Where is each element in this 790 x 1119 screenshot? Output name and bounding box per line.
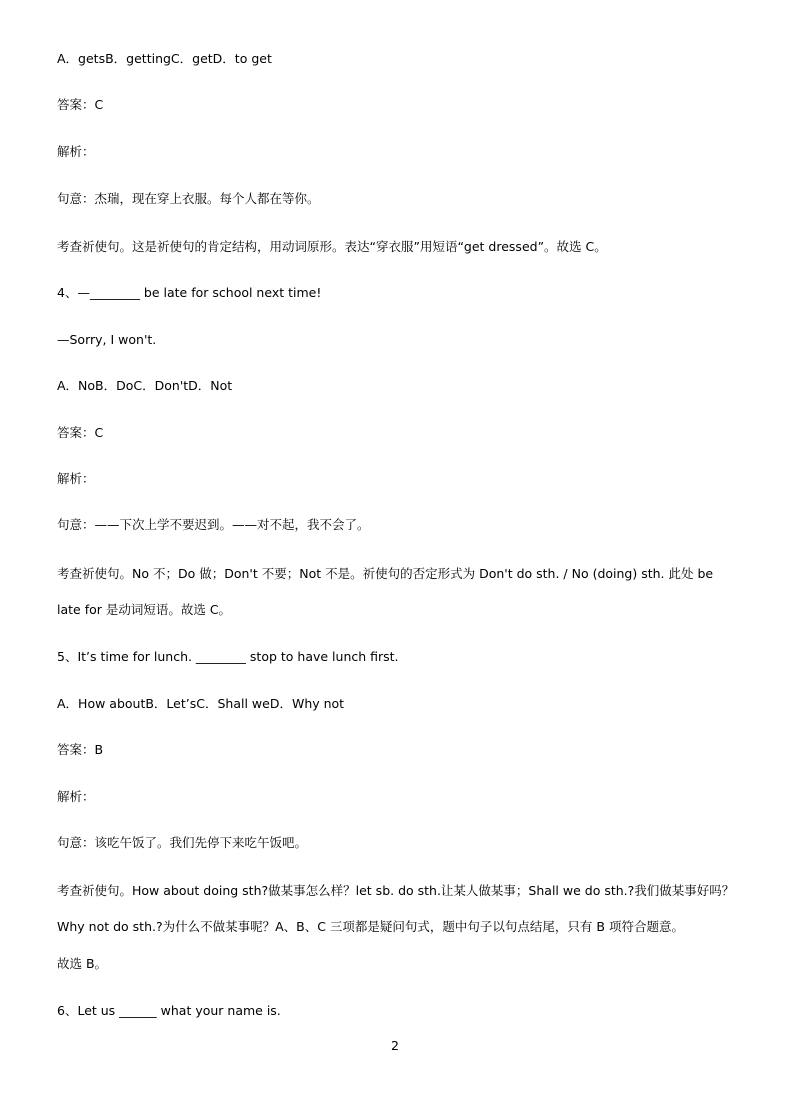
q5-analysis-label: 解析： xyxy=(57,789,95,804)
q5-question: 5、It’s time for lunch. ________ stop to have lunch first. xyxy=(57,649,399,664)
q3-explanation: 考查祈使句。这是祈使句的肯定结构，用动词原形。表达“穿衣服”用短语“get dressed”。故选 C。 xyxy=(57,239,607,254)
q4-meaning: 句意：——下次上学不要迟到。——对不起，我不会了。 xyxy=(57,517,370,532)
q5-explanation-line1: 考查祈使句。How about doing sth?做某事怎么样？let sb. do sth.让某人做某事；Shall we do sth.?我们做某事好吗？ xyxy=(57,883,735,898)
q4-answer: 答案：C xyxy=(57,425,104,440)
q3-analysis-label: 解析： xyxy=(57,144,95,159)
q4-explanation-line2: late for 是动词短语。故选 C。 xyxy=(57,602,232,617)
q4-question: 4、—________ be late for school next time! xyxy=(57,285,322,300)
q4-explanation-line1: 考查祈使句。No 不；Do 做；Don't 不要；Not 不是。祈使句的否定形式为 Don't do sth. / No (doing) sth. 此处 be xyxy=(57,566,714,581)
q3-meaning: 句意：杰瑞，现在穿上衣服。每个人都在等你。 xyxy=(57,191,320,206)
page-number: 2 xyxy=(391,1038,399,1053)
q5-options: A．How aboutB．Let’sC．Shall weD．Why not xyxy=(57,696,345,711)
q3-options: A．getsB．gettingC．getD．to get xyxy=(57,51,272,66)
q4-analysis-label: 解析： xyxy=(57,471,95,486)
q5-explanation-line2: Why not do sth.?为什么不做某事呢？A、B、C 三项都是疑问句式，题中句子以句点结尾，只有 B 项符合题意。 xyxy=(57,919,684,934)
q3-answer: 答案：C xyxy=(57,97,104,112)
q4-options: A．NoB．DoC．Don'tD．Not xyxy=(57,378,233,393)
q6-question: 6、Let us ______ what your name is. xyxy=(57,1003,281,1018)
q4-reply: —Sorry, I won't. xyxy=(57,332,157,347)
q5-meaning: 句意：该吃午饭了。我们先停下来吃午饭吧。 xyxy=(57,835,308,850)
q5-explanation-line3: 故选 B。 xyxy=(57,956,108,971)
q5-answer: 答案：B xyxy=(57,742,104,757)
